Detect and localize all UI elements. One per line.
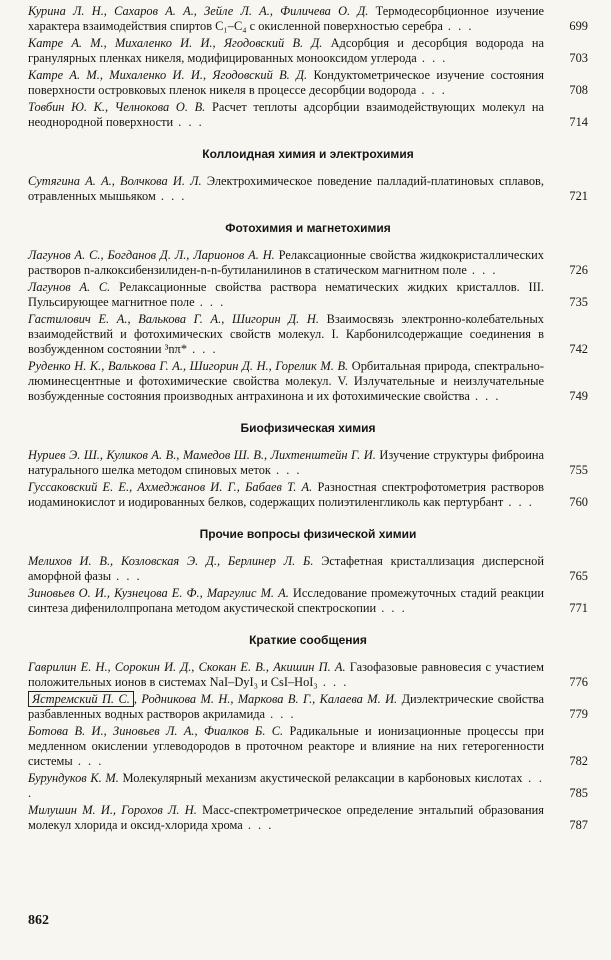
entry-title: Изучение структуры фиброина натурального шелка методом спиновых меток [28,448,544,477]
entry-authors-boxed: Ястремский П. С. [28,691,134,707]
entry-authors: Милушин М. И., Горохов Л. Н. [28,803,197,817]
entry-authors: Руденко Н. К., Валькова Г. А., Шигорин Д. Н., Горелик М. В. [28,359,349,373]
entry-authors: Катре А. М., Михаленко И. И., Ягодовский В. Д. [28,68,308,82]
dot-leader: . . . [503,495,534,509]
entry-title: Термодесорбционное изучение характера взаимодействия спиртов C₁–C₄ с окисленной поверхностью серебра [28,4,544,33]
entry-authors: , Родникова М. Н., Маркова В. Г., Калаева М. И. [133,692,398,706]
entry-title: Орбитальная природа, спектрально-люминесцентные и фотохимические свойства молекул. V. Излучательные и неизлучательные возбужденные состояния производных антрахинона и их фотохимические свойства [28,359,544,403]
toc-entry [28,554,588,584]
entry-page-number: 765 [569,569,588,583]
entry-page-number: 782 [569,754,588,768]
section-heading: Фотохимия и магнетохимия [225,221,391,235]
toc-entry [28,771,588,801]
toc-entry [28,480,588,510]
section-heading: Краткие сообщения [249,633,367,647]
entry-authors: Гуссаковский Е. Е., Ахмеджанов И. Г., Бабаев Т. А. [28,480,313,494]
page-folio: 862 [28,913,49,928]
entry-page-number: 776 [569,675,588,689]
entry-title: Эстафетная кристаллизация дисперсной аморфной фазы [28,554,544,583]
entry-authors: Нуриев Э. Ш., Куликов А. В., Мамедов Ш. В., Лихтенштейн Г. И. [28,448,376,462]
dot-leader: . . . [265,707,296,721]
entry-title: Исследование промежуточных стадий реакции синтеза дифенилолпропана методом акустической спектроскопии [28,586,544,615]
toc-entry [28,280,588,310]
toc-entry [28,448,588,478]
entry-authors: Сутягина А. А., Волчкова И. Л. [28,174,202,188]
entry-title: Электрохимическое поведение палладий-платиновых сплавов, отравленных мышьяком [28,174,544,203]
dot-leader: . . . [242,818,274,832]
toc-entry [28,359,588,404]
entry-page-number: 699 [569,19,588,33]
entry-title: Газофазовые равновесия с участием положительных ионов в системах NaI–DyI₃ и CsI–HoI₃ [28,660,545,689]
entry-page-number: 703 [569,51,588,65]
entry-page-number: 779 [569,707,588,721]
entry-page-number: 721 [569,189,588,203]
dot-leader: . . . [28,771,544,800]
entry-title: Релаксационные свойства раствора нематических жидких кристаллов. III. Пульсирующее магнитное поле [28,280,544,309]
dot-leader: . . . [376,601,407,615]
entry-authors: Курина Л. Н., Сахаров А. А., Зейле Л. А., Филичева О. Д. [28,4,369,18]
entry-authors: Гаврилин Е. Н., Сорокин И. Д., Скокан Е. В., Акишин П. А. [28,660,346,674]
entry-page-number: 755 [569,463,588,477]
entry-authors: Ботова В. И., Зиновьев Л. А., Фиалков Б. С. [28,724,284,738]
entry-title: Адсорбция и десорбция водорода на гранулярных пленках никеля, модифицированных монооксидом углерода [28,36,544,65]
entry-title: Разностная спектрофотометрия растворов иодаминокислот и иодированных белков, содержащих полиэтиленгликоль как пертурбант [28,480,544,509]
entry-page-number: 735 [569,295,588,309]
toc-entry [28,586,588,616]
entry-page-number: 714 [569,115,588,129]
entry-page-number: 726 [569,263,588,277]
entry-title: Радикальные и ионизационные процессы при медленном окислении углеводородов в проточном реакторе и влияние на них гетерогенности системы [28,724,544,768]
toc-entry [28,174,588,204]
toc-entry [28,312,588,357]
toc-entry [28,36,588,66]
toc-entry [28,660,588,690]
entry-title: Релаксационные свойства жидкокристаллических растворов n-алкоксибензилиден-n-n-бутиланилинов в статическом магнитном поле [28,248,544,277]
dot-leader: . . . [469,389,501,403]
entry-authors: Мелихов И. В., Козловская Э. Д., Берлинер Л. Б. [28,554,314,568]
toc-entry [28,100,588,130]
entry-title: Кондуктометрическое изучение состояния поверхности островковых пленок никеля в процессе десорбции водорода [28,68,544,97]
dot-leader: . . . [194,295,226,309]
entry-page-number: 771 [569,601,588,615]
dot-leader: . . . [173,115,204,129]
entry-authors: Товбин Ю. К., Челнокова О. В. [28,100,206,114]
entry-authors: Катре А. М., Михаленко И. И., Ягодовский В. Д. [28,36,323,50]
section-heading: Коллоидная химия и электрохимия [202,147,414,161]
entry-page-number: 742 [569,342,588,356]
toc-entry [28,248,588,278]
dot-leader: . . . [416,83,447,97]
entry-title: Диэлектрические свойства разбавленных водных растворов акриламида [28,692,544,721]
toc-entry [28,68,588,98]
section-heading: Биофизическая химия [240,421,376,435]
entry-title: Взаимосвязь электронно-колебательных взаимодействий и фотохимических свойств молекул. I. Карбонилсодержащие соединения в возбужденном состоянии ³nπ* [28,312,544,356]
dot-leader: . . . [72,754,104,768]
toc-entry [28,803,588,833]
dot-leader: . . . [111,569,142,583]
dot-leader: . . . [317,675,349,689]
toc-entry [28,724,588,769]
entry-title: Масс-спектрометрическое определение энтальпий образования молекул хлорида и оксид-хлорида хрома [28,803,545,832]
dot-leader: . . . [466,263,498,277]
entry-page-number: 760 [569,495,588,509]
entry-authors: Лагунов А. С. [28,280,111,294]
contents-page [28,4,588,835]
entry-page-number: 749 [569,389,588,403]
dot-leader: . . . [442,19,474,33]
entry-authors: Гастилович Е. А., Валькова Г. А., Шигорин Д. Н. [28,312,319,326]
entry-title: Расчет теплоты адсорбции взаимодействующих молекул на неоднородной поверхности [28,100,544,129]
entry-page-number: 785 [569,786,588,800]
toc-entry [28,692,588,722]
entry-authors: Лагунов А. С., Богданов Д. Л., Ларионов А. Н. [28,248,275,262]
entry-page-number: 787 [569,818,588,832]
entry-authors: Бурундуков К. М. [28,771,119,785]
dot-leader: . . . [187,342,218,356]
section-heading: Прочие вопросы физической химии [199,527,417,541]
entry-authors: Зиновьев О. И., Кузнецова Е. Ф., Маргулис М. А. [28,586,289,600]
toc-entry [28,4,588,34]
entry-page-number: 708 [569,83,588,97]
dot-leader: . . . [155,189,187,203]
dot-leader: . . . [270,463,302,477]
entry-title: Молекулярный механизм акустической релаксации в карбоновых кислотах [122,771,523,785]
dot-leader: . . . [416,51,448,65]
